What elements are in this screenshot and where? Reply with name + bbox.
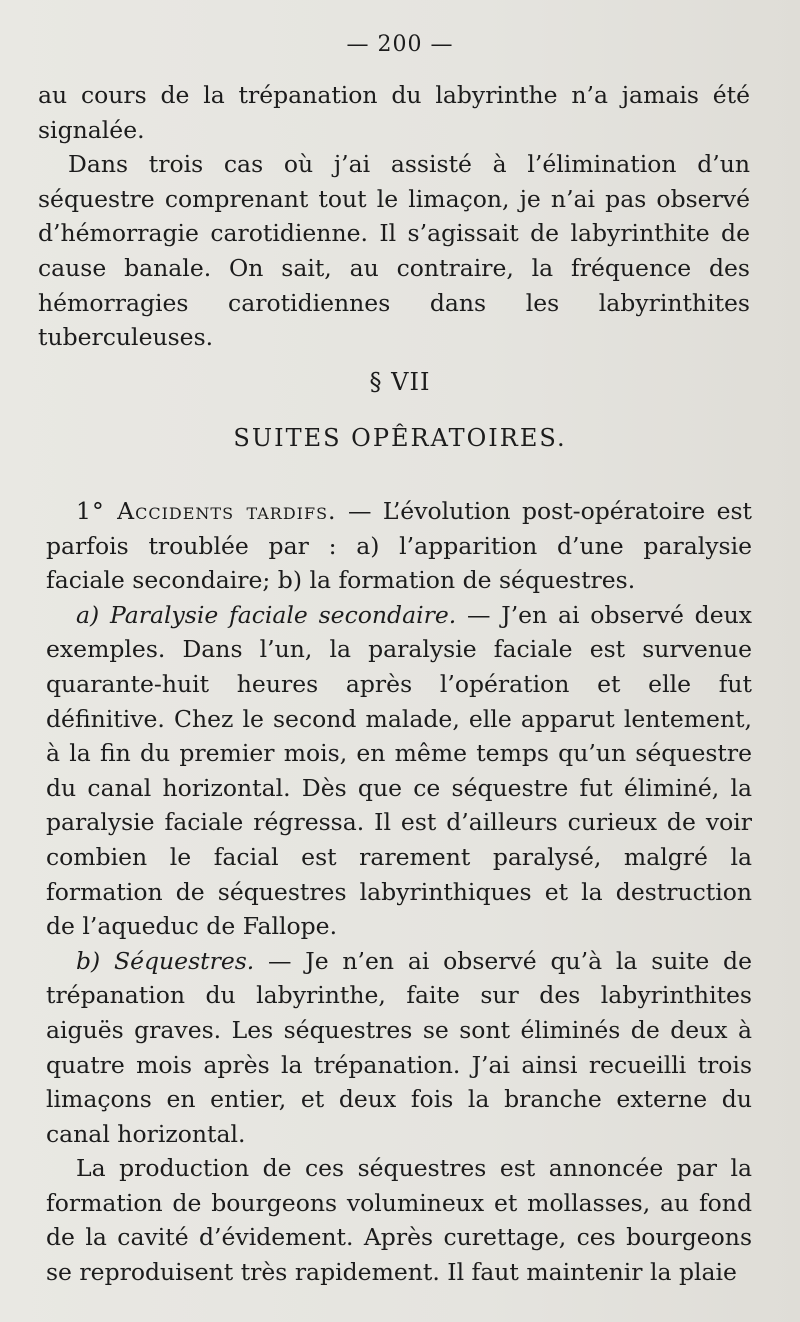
- section-title: SUITES OPÊRATOIRES.: [233, 424, 567, 452]
- paragraph-sequestra: [46, 944, 752, 1152]
- section-number: § VII: [369, 368, 431, 396]
- sequestra-heading: b) Séquestres.: [76, 946, 255, 975]
- paragraph-continuation: au cours de la trépanation du labyrinthe n’a jamais été signalée.: [38, 81, 750, 144]
- late-accidents-text: — L’évolution post-opératoire est parfois troublée par : a) l’apparition d’une paralysie faciale secondaire; b) la formation de séquestres.: [46, 497, 752, 595]
- facial-paralysis-heading: a) Paralysie faciale secondaire.: [76, 600, 457, 629]
- paragraph-facial-paralysis: [46, 598, 752, 944]
- sequestra-text: — Je n’en ai observé qu’à la suite de trépanation du labyrinthe, faite sur des labyrinthites aiguës graves. Les séquestres se sont éliminés de deux à quatre mois après la trépanation. J’ai ainsi recueilli trois limaçons en entier, et deux fois la branche externe du canal horizontal.: [46, 946, 752, 1148]
- facial-paralysis-text: — J’en ai observé deux exemples. Dans l’un, la paralysie faciale est survenue quarante-huit heures après l’opération et elle fut définitive. Chez le second malade, elle apparut lentement, à la fin du premier mois, en même temps qu’un séquestre du canal horizontal. Dès que ce séquestre fut éliminé, la paralysie faciale régressa. Il est d’ailleurs curieux de voir combien le facial est rarement paralysé, malgré la formation de séquestres labyrinthiques et la destruction de l’aqueduc de Fallope.: [46, 600, 752, 941]
- text-block-top: [38, 78, 750, 355]
- paragraph-hemorrhage: Dans trois cas où j’ai assisté à l’élimination d’un séquestre comprenant tout le limaçon, je n’ai pas observé d’hémorragie carotidienne. Il s’agissait de labyrinthite de cause banale. On sait, au contraire, la fréquence des hémorragies carotidiennes dans les labyrinthites tuberculeuses.: [38, 150, 750, 352]
- text-block-main: [46, 494, 752, 1290]
- page-number: — 200 —: [346, 32, 454, 57]
- late-accidents-heading: 1° Accidents tardifs.: [76, 497, 337, 525]
- paragraph-sequestra-production: La production de ces séquestres est annoncée par la formation de bourgeons volumineux et mollasses, au fond de la cavité d’évidement. Après curettage, ces bourgeons se reproduisent très rapidement. Il faut maintenir la plaie: [46, 1154, 752, 1287]
- paragraph-late-accidents: [46, 494, 752, 598]
